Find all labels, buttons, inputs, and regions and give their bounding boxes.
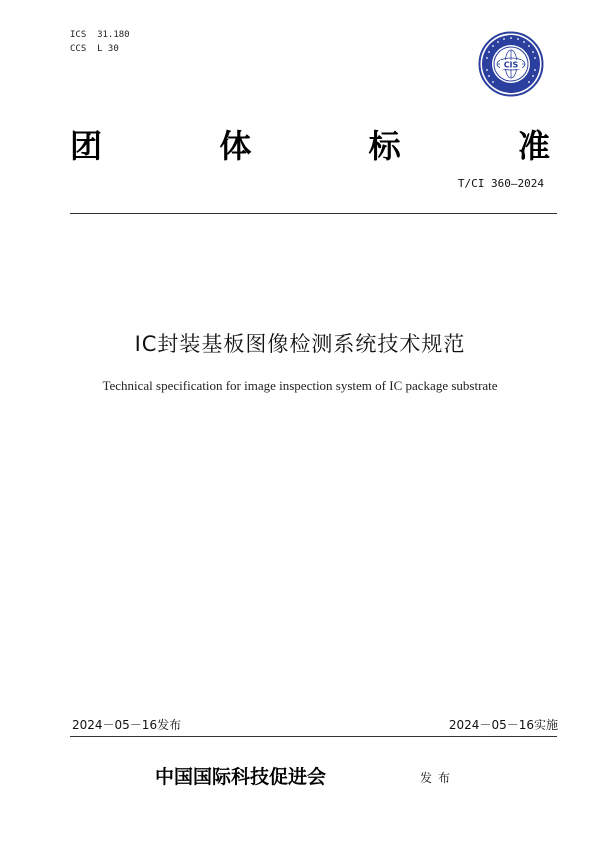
title-english: Technical specification for image inspection system of IC package substrate bbox=[102, 378, 498, 393]
seal-center-text: CIS bbox=[503, 60, 519, 70]
standard-type-char: 准 bbox=[517, 127, 550, 165]
classification-codes bbox=[70, 28, 130, 56]
title-chinese: IC封装基板图像检测系统技术规范 bbox=[134, 332, 466, 356]
publish-label: 发布 bbox=[420, 771, 457, 785]
issue-date: 2024－05－16发布 bbox=[72, 718, 182, 732]
standard-type-char: 标 bbox=[368, 127, 401, 165]
ccs-code: CCS L 30 bbox=[70, 44, 119, 54]
standard-type-heading bbox=[70, 124, 550, 164]
standard-number: T/CI 360—2024 bbox=[457, 177, 544, 190]
footer-divider bbox=[70, 736, 557, 737]
standard-type-char: 团 bbox=[70, 127, 103, 165]
implementation-date: 2024－05－16实施 bbox=[448, 718, 558, 732]
organization-seal bbox=[478, 31, 544, 97]
publisher-name: 中国国际科技促进会 bbox=[155, 766, 327, 788]
ics-code: ICS 31.180 bbox=[70, 30, 130, 40]
header-divider bbox=[70, 213, 557, 214]
standard-type-char: 体 bbox=[219, 127, 252, 165]
